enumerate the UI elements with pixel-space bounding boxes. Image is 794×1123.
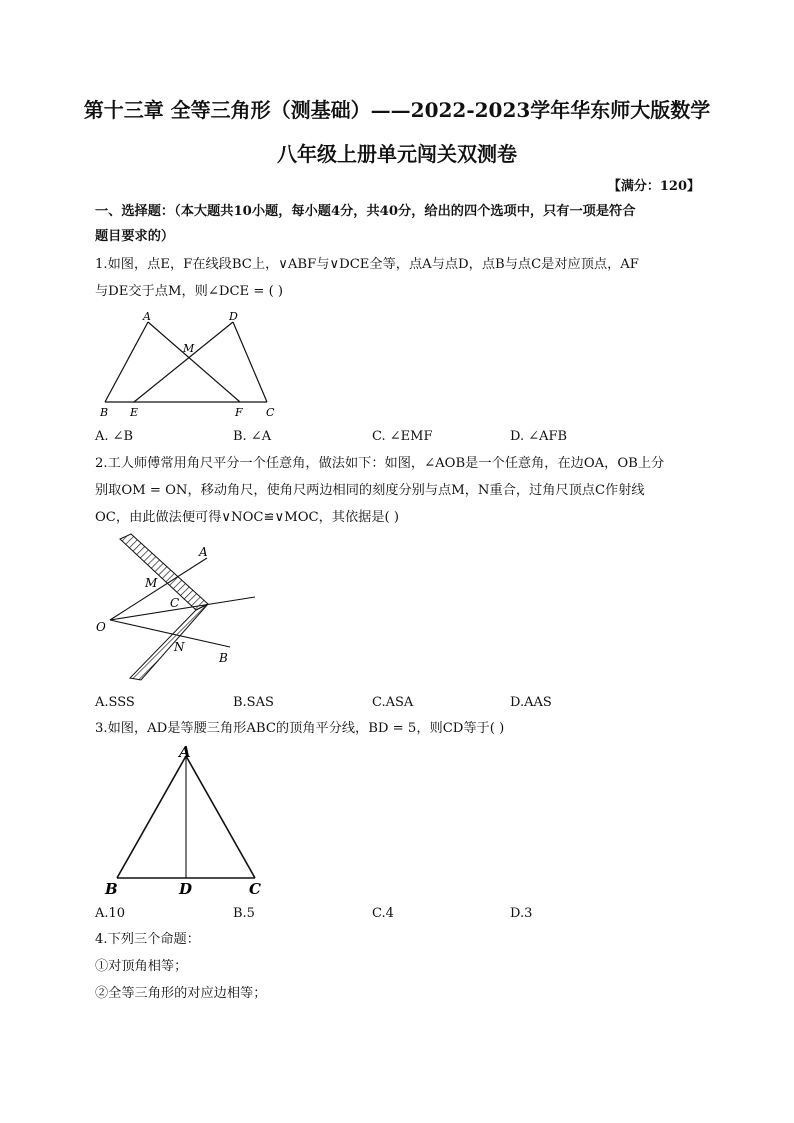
q1-options — [95, 429, 695, 447]
q3-label-c: C — [249, 880, 261, 898]
q1-label-a: A — [143, 310, 151, 323]
q1-option-b[interactable]: B. ∠A — [233, 429, 272, 444]
q3-options — [95, 906, 695, 924]
q2-option-d[interactable]: D.AAS — [510, 695, 552, 710]
q1-stem-line-1: 1.如图，点E，F在线段BC上，∨ABF与∨DCE全等，点A与点D，点B与点C是对应顶点，AF — [95, 257, 639, 272]
q2-options — [95, 695, 695, 713]
q1-label-e: E — [130, 406, 139, 419]
q2-label-o: O — [96, 620, 106, 634]
section-heading-line-1: 一、选择题：（本大题共10小题，每小题4分，共40分，给出的四个选项中，只有一项是符合 — [95, 204, 636, 219]
q1-segment-af — [148, 322, 240, 402]
q1-option-c[interactable]: C. ∠EMF — [372, 429, 433, 444]
full-score: 【满分：120】 — [607, 179, 700, 194]
q3-option-b[interactable]: B.5 — [233, 906, 255, 921]
title-line-1: 第十三章 全等三角形（测基础）——2022-2023学年华东师大版数学 — [83, 98, 711, 122]
q3-stem-line-1: 3.如图，AD是等腰三角形ABC的顶角平分线，BD = 5，则CD等于( ) — [95, 721, 505, 736]
q1-figure — [90, 305, 290, 425]
section-heading-line-2: 题目要求的） — [95, 229, 175, 244]
q3-option-c[interactable]: C.4 — [372, 906, 394, 921]
q3-segment-ab — [117, 756, 186, 878]
q1-label-m: M — [183, 342, 195, 355]
q4-stem-line-1: 4.下列三个命题： — [95, 932, 200, 947]
q2-figure — [90, 530, 270, 690]
q2-label-b: B — [219, 651, 228, 665]
q2-square-upper-arm — [120, 534, 208, 610]
q3-label-b: B — [105, 880, 118, 898]
q1-label-b: B — [100, 406, 109, 419]
title-line-2: 八年级上册单元闯关双测卷 — [277, 142, 517, 166]
q1-segment-dc — [233, 322, 267, 402]
q1-segment-de — [134, 322, 233, 402]
q2-option-b[interactable]: B.SAS — [233, 695, 274, 710]
q2-stem-line-2: 别取OM = ON，移动角尺，使角尺两边相同的刻度分别与点M，N重合，过角尺顶点C作射线 — [95, 483, 645, 498]
q2-label-m: M — [145, 576, 158, 590]
q1-label-d: D — [229, 310, 238, 323]
q3-label-d: D — [179, 880, 193, 898]
q2-option-a[interactable]: A.SSS — [95, 695, 135, 710]
q1-stem-line-2: 与DE交于点M，则∠DCE = ( ) — [95, 284, 284, 299]
q3-option-a[interactable]: A.10 — [95, 906, 126, 921]
q1-label-c: C — [266, 406, 275, 419]
q4-item-1: ①对顶角相等； — [95, 959, 188, 974]
q4-item-2: ②全等三角形的对应边相等； — [95, 986, 267, 1001]
q1-option-a[interactable]: A. ∠B — [95, 429, 134, 444]
q2-ray-oc — [110, 597, 255, 620]
q1-label-f: F — [235, 406, 243, 419]
q3-segment-ac — [186, 756, 255, 878]
q3-option-d[interactable]: D.3 — [510, 906, 533, 921]
q3-figure — [95, 742, 275, 900]
q1-option-d[interactable]: D. ∠AFB — [510, 429, 568, 444]
q2-label-n: N — [174, 640, 185, 654]
q1-segment-ab — [105, 322, 148, 402]
q3-label-a: A — [179, 743, 191, 761]
q2-stem-line-3: OC，由此做法便可得∨NOC≌∨MOC，其依据是( ) — [95, 510, 400, 525]
q2-stem-line-1: 2.工人师傅常用角尺平分一个任意角，做法如下：如图，∠AOB是一个任意角，在边OA，OB上分 — [95, 456, 665, 471]
q2-option-c[interactable]: C.ASA — [372, 695, 414, 710]
q2-label-c: C — [170, 596, 180, 610]
q2-label-a: A — [199, 545, 208, 559]
